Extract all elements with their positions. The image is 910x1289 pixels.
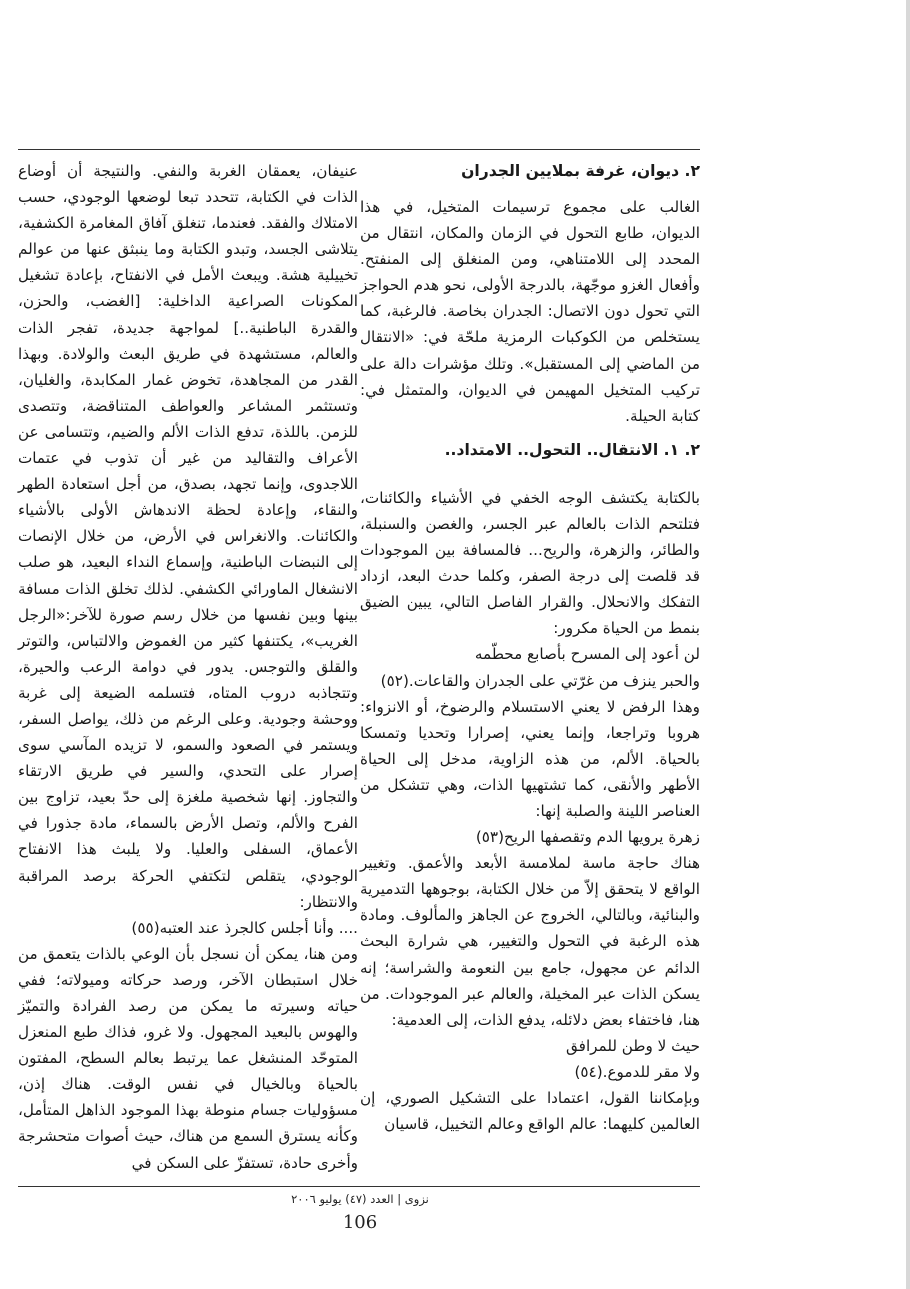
paragraph: وبإمكاننا القول، اعتمادا على التشكيل الصوري، إن العالمين كليهما: عالم الواقع وعالم التخييل، قاسيان bbox=[360, 1089, 700, 1134]
left-column bbox=[18, 158, 358, 1176]
paragraph: الغالب على مجموع ترسيمات المتخيل، في هذا الديوان، طابع التحول في الزمان والمكان، انتقال من المحدد إلى اللامتناهي، ومن المنغلق إلى المنفتح. وأفعال الغزو موجّهة، بالدرجة الأولى، نحو هدم الحواجز التي تحول دون الاتصال: الجدران بخاصة. فالرغبة، كما يستخلص من الكوكبات الرمزية ملحّة في: «الانتقال من الماضي إلى المستقبل». وتلك مؤشرات دالة على تركيب المتخيل المهيمن في الديوان، والمتمثل في: كتابة الحيلة. bbox=[360, 198, 700, 425]
section-heading: ٢. ديوان، غرفة بملايين الجدران bbox=[461, 162, 700, 180]
footer-issue-line: نزوى | العدد (٤٧) يوليو ٢٠٠٦ bbox=[291, 1192, 429, 1206]
verse-line: .... وأنا أجلس كالجرذ عند العتبه(٥٥) bbox=[131, 918, 358, 937]
paragraph: هناك حاجة ماسة لملامسة الأبعد والأعمق. وتغيير الواقع لا يتحقق إلاّ من خلال الكتابة، بوجوهها التدميرية والبنائية، وبالتالي، الخروج عن الجاهز والمألوف. ومادة هذه الرغبة في التحول والتغيير، هي شرارة البحث الدائم عن مجهول، جامع بين النعومة والشراسة؛ إنه يسكن الذات عبر المخيلة، والعالم عبر الموجودات. من هنا، فاختفاء بعض دلائله، يدفع الذات، إلى العدمية: bbox=[360, 854, 700, 1029]
page-number: 106 bbox=[342, 1212, 378, 1233]
footer-rule bbox=[18, 1186, 700, 1187]
paragraph: ومن هنا، يمكن أن نسجل بأن الوعي بالذات يتعمق من خلال استبطان الآخر، ورصد حركاته وميولاته؛ ففي حياته وسيرته ما يمكن من رصد الفرادة والتميّز والهوس بالبعيد المجهول. ولا غرو، فذاك طبع المنعزل المتوحّد المنشغل عما يرتبط بعالم السطح، المفتون بالحياة وبالخيال في نفس الوقت. هناك إذن، مسؤوليات جسام منوطة بهذا الموجود الذاهل المتأمل، وكأنه يسترق السمع من هناك، حيث أصوات متحشرجة وأخرى حادة، تستفزّ على السكن في bbox=[18, 944, 358, 1172]
verse-line: والحبر ينزف من غرّتي على الجدران والقاعات.(٥٢) bbox=[380, 671, 700, 690]
verse-line: ولا مقر للدموع.(٥٤) bbox=[574, 1062, 700, 1081]
paragraph: وهذا الرفض لا يعني الاستسلام والرضوخ، أو الانزواء: هروبا وتراجعا، وإنما يعني، إصرارا وتحديا وتمسكا بالحياة. الألم، من هذه الزاوية، مدخل إلى الحياة الأطهر والأنقى، كما تشتهيها الذات، وهي تتشكل من العناصر اللينة والصلبة إنها: bbox=[360, 697, 700, 820]
verse-line: زهرة يرويها الدم وتقصفها الريح(٥٣) bbox=[475, 828, 700, 847]
subsection-heading: ٢. ١. الانتقال.. التحول.. الامتداد.. bbox=[444, 440, 700, 459]
right-column bbox=[360, 158, 700, 1137]
paragraph: بالكتابة يكتشف الوجه الخفي في الأشياء والكائنات، فتلتحم الذات بالعالم عبر الجسر، والغصن والسنبلة، والطائر، والزهرة، والريح... فالمسافة بين الموجودات قد قلصت إلى درجة الصفر، وكلما حدث البعد، ازداد التفكك والانحلال. والقرار الفاصل التالي، يبين الضيق بنمط من الحياة مكرور: bbox=[360, 488, 700, 638]
paragraph: عنيفان، يعمقان الغربة والنفي. والنتيجة أن أوضاع الذات في الكتابة، تتحدد تبعا لوضعها الوجودي، حسب الامتلاك والفقد. فعندما، تنغلق آفاق المغامرة الكشفية، يتلاشى الجسد، وتبدو الكتابة وما ينبثق عنها من عوالم تخييلية هشة. ويبعث الأمل في الانفتاح، بإعادة تشغيل المكونات الصراعية الداخلية: [الغضب، والحزن، والقدرة الباطنية..] لمواجهة جديدة، تفجر الذات والعالم، مستشهدة في طريق البعث والولادة. وبهذا القدر من المجاهدة، تخوض غمار المكابدة، والغليان، وتستثمر المشاعر والعواطف المتناقضة، وتتصدى للزمن. باللذة، تدفع الذات الألم والضيم، وتتسامى عن الأعراف والتقاليد من غير أن تذوب في عتمات اللاجدوى، وإنما تجهد، بصدق، من أجل استعادة الطهر والنقاء، وإعادة لحظة الاندهاش الأولى بالأشياء والكائنات. والانغراس في الأرض، من خلال الإنصات إلى النبضات الباطنية، وإسماع النداء البعيد، هو صلب الانشغال الماورائي الكشفي. لذلك تخلق الذات مسافة بينها وبين نفسها من خلال رسم صورة للآخر:«الرجل الغريب»، يكتنفها كثير من الغموض والالتباس، والتوتر والقلق والتوجس. يدور في دوامة الرعب والحيرة، وتتجاذبه دروب المتاه، فتسلمه الضيعة إلى غربة ووحشة وجودية. وعلى الرغم من ذلك، يواصل السفر، ويستمر في الصعود والسمو، لا تزيده المآسي سوى إصرار على التحدي، والسير في طريق الارتقاء والتجاوز. إنها شخصية ملغزة إلى حدّ بعيد، تزاوج بين الفرح والألم، وتصل الأرض بالسماء، مادة جذورا في الأعماق، السفلى والعليا. ولا يلبث هذا الانفتاح الوجودي، يتقلص لتكتفي الحركة برصد المراقبة والانتظار: bbox=[18, 162, 358, 911]
top-rule bbox=[18, 149, 700, 150]
page-edge bbox=[906, 0, 910, 1289]
verse-line: لن أعود إلى المسرح بأصابع محطّمه bbox=[474, 645, 700, 664]
verse-line: حيث لا وطن للمرافق bbox=[566, 1036, 700, 1055]
